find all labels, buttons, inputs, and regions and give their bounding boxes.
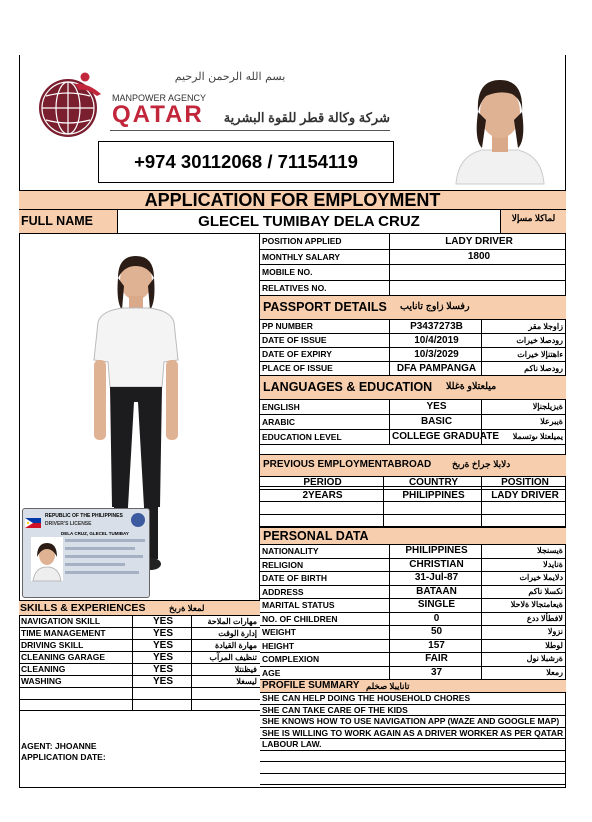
employment-cell: 2YEARS <box>260 490 384 501</box>
employment-cell <box>260 515 384 527</box>
field-value: PHILIPPINES <box>390 545 482 558</box>
employment-header: PERIOD <box>260 477 384 489</box>
employment-cell <box>384 515 482 527</box>
full-name-row <box>19 210 566 234</box>
profile-line: SHE KNOWS HOW TO USE NAVIGATION APP (WAZE AND GOOGLE MAP) <box>262 716 560 726</box>
field-label: NO. OF CHILDREN <box>260 613 390 626</box>
profile-row <box>260 739 566 751</box>
profile-title-ar: تانايبلا صخلم <box>366 681 410 691</box>
lto-seal-icon <box>131 513 145 527</box>
field-value: 50 <box>390 626 482 639</box>
empty-cell <box>192 688 260 699</box>
face-photo <box>452 70 548 184</box>
agency-line1: MANPOWER AGENCY <box>112 93 207 103</box>
field-value: 1800 <box>467 251 491 262</box>
field-value: 31-Jul-87 <box>390 572 482 585</box>
profile-line: SHE IS WILLING TO WORK AGAIN AS A DRIVER WORKER AS PER QATAR <box>262 727 564 738</box>
employment-row <box>260 515 566 528</box>
skill-row-empty <box>19 688 260 700</box>
field-label-ar: ةيسنجلا <box>537 546 563 555</box>
field-label-ar: ةيعامتجالا ةلاحلا <box>510 600 563 609</box>
skill-value: YES <box>133 616 192 627</box>
skill-value: YES <box>133 664 192 675</box>
field-value: CHRISTIAN <box>390 559 482 572</box>
field-value: 157 <box>390 640 482 653</box>
passport-title-ar: رفسلا زاوج تانايب <box>400 301 470 312</box>
profile-row <box>260 762 566 774</box>
field-value: 0 <box>390 613 482 626</box>
skill-row <box>19 628 260 640</box>
skill-label-ar: ليسغلا <box>236 677 257 686</box>
employment-header: POSITION <box>501 477 549 488</box>
field-label: COMPLEXION <box>260 653 390 666</box>
skill-row-empty <box>19 700 260 711</box>
field-label: RELATIVES NO. <box>260 281 390 295</box>
skill-label: CLEANING GARAGE <box>19 652 133 663</box>
profile-line: SHE CAN HELP DOING THE HOUSEHOLD CHORES <box>262 693 471 703</box>
passport-row <box>260 362 566 376</box>
field-label-ar: ءاهتنإلا خيرات <box>517 350 563 359</box>
field-label: ARABIC <box>260 415 390 429</box>
passport-section-header <box>260 296 566 320</box>
profile-row <box>260 693 566 705</box>
personal-row <box>260 586 566 600</box>
position-row <box>260 250 566 265</box>
personal-block <box>260 545 566 680</box>
skill-value: YES <box>133 676 192 687</box>
form-title: APPLICATION FOR EMPLOYMENT <box>19 190 566 210</box>
personal-section-header <box>260 527 566 545</box>
skill-label: TIME MANAGEMENT <box>19 628 133 639</box>
profile-line: SHE CAN TAKE CARE OF THE KIDS <box>262 704 408 715</box>
header-divider <box>110 130 390 131</box>
field-label-ar: ةنايدلا <box>543 559 563 569</box>
profile-row <box>260 774 566 786</box>
field-label: DATE OF ISSUE <box>260 334 390 347</box>
passport-title: PASSPORT DETAILS <box>263 300 387 314</box>
skill-label: DRIVING SKILL <box>19 640 133 651</box>
personal-row <box>260 653 566 667</box>
field-value: P3437273B <box>390 320 482 333</box>
skills-block <box>19 616 260 726</box>
employment-row <box>260 502 566 515</box>
skill-value: YES <box>133 640 192 651</box>
skill-row <box>19 664 260 676</box>
field-value: 10/3/2029 <box>390 348 482 361</box>
agency-name: QATAR <box>112 101 204 128</box>
field-label: WEIGHT <box>260 626 390 639</box>
personal-row <box>260 559 566 573</box>
personal-row <box>260 572 566 586</box>
license-country: REPUBLIC OF THE PHILIPPINES <box>45 513 123 519</box>
field-label: EDUCATION LEVEL <box>260 430 390 444</box>
field-label: PP NUMBER <box>260 320 390 333</box>
field-label: AGE <box>260 667 390 680</box>
full-name-label-ar: لماكلا مسإلا <box>501 210 566 233</box>
profile-row <box>260 705 566 717</box>
profile-section-header <box>260 680 566 693</box>
skill-row <box>19 652 260 664</box>
field-label: MARITAL STATUS <box>260 599 390 612</box>
field-label-ar: دلايملا خيرات <box>519 573 563 582</box>
drivers-license-card <box>22 508 150 598</box>
languages-title-ar: ميلعتلاو ةغللا <box>446 381 497 392</box>
field-label-ar: لافطألا ددع <box>526 613 563 623</box>
field-value: DFA PAMPANGA <box>390 362 482 375</box>
profile-title: PROFILE SUMMARY <box>262 680 360 691</box>
profile-row <box>260 716 566 728</box>
employment-title-ar: دلابلا جراخ ةربخ <box>452 459 511 469</box>
field-label: ENGLISH <box>260 400 390 414</box>
field-value <box>390 265 566 280</box>
skill-label-ar: مهارات الملاحة <box>207 617 257 626</box>
skill-value: YES <box>133 652 192 663</box>
employment-cell <box>482 515 566 527</box>
field-value: BASIC <box>390 415 482 429</box>
skill-label-ar: فيظنتلا <box>234 665 257 674</box>
employment-table <box>260 477 566 527</box>
employment-cell: LADY DRIVER <box>491 490 559 501</box>
field-label: RELIGION <box>260 559 390 572</box>
personal-row <box>260 626 566 640</box>
personal-row <box>260 545 566 559</box>
field-label: NATIONALITY <box>260 545 390 558</box>
field-value: COLLEGE GRADUATE <box>392 431 500 442</box>
full-name-value: GLECEL TUMIBAY DELA CRUZ <box>118 210 501 233</box>
skills-title-ar: لمعلا ةربخ <box>169 603 205 613</box>
skills-section-header <box>19 600 260 616</box>
field-label-ar: يميلعتلا ىوتسملا <box>512 432 563 441</box>
employment-title: PREVIOUS EMPLOYMENTABROAD <box>263 459 432 470</box>
profile-row <box>260 728 566 740</box>
field-label: POSITION APPLIED <box>260 234 390 249</box>
license-doc: DRIVER'S LICENSE <box>45 521 92 527</box>
license-photo <box>31 537 63 581</box>
field-value: FAIR <box>390 653 482 666</box>
employment-header-row <box>260 477 566 490</box>
employment-cell <box>384 502 482 514</box>
employment-section-header <box>260 455 566 477</box>
passport-row <box>260 334 566 348</box>
languages-row <box>260 430 566 445</box>
profile-block <box>260 693 566 788</box>
skill-label-ar: إدارة الوقت <box>218 629 257 638</box>
employment-header: COUNTRY <box>384 477 482 489</box>
profile-line <box>260 774 566 785</box>
phone-box: +974 30112068 / 71154119 <box>98 141 394 183</box>
empty-cell <box>133 700 192 710</box>
field-label-ar: رمعلا <box>546 667 563 677</box>
employment-cell: PHILIPPINES <box>384 490 482 501</box>
passport-row <box>260 348 566 362</box>
field-value <box>390 281 566 295</box>
empty-cell <box>192 700 260 710</box>
empty-cell <box>19 700 133 710</box>
field-label-ar: رودصلا خيرات <box>516 336 563 345</box>
field-label: HEIGHT <box>260 640 390 653</box>
languages-block <box>260 400 566 446</box>
skills-title: SKILLS & EXPERIENCES <box>20 602 146 614</box>
field-label: DATE OF EXPIRY <box>260 348 390 361</box>
ph-flag-icon <box>25 515 41 525</box>
field-label: MOBILE NO. <box>260 265 390 280</box>
field-value: YES <box>390 400 482 414</box>
profile-line <box>260 762 566 773</box>
profile-line: LABOUR LAW. <box>262 739 322 749</box>
agent-name: AGENT: JHOANNE <box>21 741 97 751</box>
license-name: DELA CRUZ, GLECEL TUMIBAY <box>61 531 129 536</box>
field-label-ar: لوطلا <box>545 640 563 650</box>
spacer <box>260 446 566 455</box>
employment-cell <box>260 502 384 514</box>
field-value: 37 <box>390 667 482 680</box>
position-row <box>260 281 566 296</box>
field-label-ar: زاوجلا مقر <box>528 322 563 331</box>
personal-row <box>260 613 566 627</box>
passport-row <box>260 320 566 334</box>
field-value: 10/4/2019 <box>390 334 482 347</box>
field-label: ADDRESS <box>260 586 390 599</box>
position-row <box>260 265 566 281</box>
languages-row <box>260 415 566 430</box>
arabic-calligraphy: بسم الله الرحمن الرحيم <box>174 70 286 83</box>
position-row <box>260 234 566 250</box>
skill-label-ar: مهارة القيادة <box>215 641 257 650</box>
empty-cell <box>19 688 133 699</box>
personal-row <box>260 640 566 654</box>
passport-block <box>260 320 566 376</box>
skill-label: CLEANING <box>19 664 133 675</box>
skill-row <box>19 640 260 652</box>
field-value: LADY DRIVER <box>445 236 513 247</box>
languages-section-header <box>260 376 566 400</box>
position-block <box>260 234 566 296</box>
globe-icon <box>35 70 105 140</box>
employment-row <box>260 490 566 502</box>
languages-row <box>260 400 566 415</box>
field-label-ar: رودصلا ناكم <box>524 364 563 373</box>
languages-title: LANGUAGES & EDUCATION <box>263 380 433 394</box>
field-label-ar: ةيزيلجنإلا <box>532 402 563 411</box>
field-label-ar: نزولا <box>547 627 563 636</box>
field-value: SINGLE <box>390 599 482 612</box>
employment-cell <box>482 502 566 514</box>
skill-label: NAVIGATION SKILL <box>19 616 133 627</box>
field-label: PLACE OF ISSUE <box>260 362 390 375</box>
personal-row <box>260 599 566 613</box>
application-date: APPLICATION DATE: <box>21 752 106 762</box>
full-name-label: FULL NAME <box>19 210 118 233</box>
agency-arabic-name: شركة وكالة قطر للقوة البشرية <box>223 110 390 125</box>
personal-row <box>260 667 566 681</box>
field-label-ar: ةرشبلا نول <box>526 654 563 663</box>
skill-value: YES <box>133 628 192 639</box>
field-label-ar: ةيبرعلا <box>540 417 563 426</box>
field-label: MONTHLY SALARY <box>260 250 390 264</box>
skill-label: WASHING <box>19 676 133 687</box>
personal-title: PERSONAL DATA <box>263 529 369 543</box>
field-value: BATAAN <box>390 586 482 599</box>
profile-row <box>260 751 566 763</box>
empty-cell <box>133 688 192 699</box>
field-label-ar: نكسلا ناكم <box>528 586 563 596</box>
skill-row <box>19 616 260 628</box>
field-label: DATE OF BIRTH <box>260 572 390 585</box>
profile-line <box>260 751 566 762</box>
skill-label-ar: تنظيف المرآب <box>209 653 257 662</box>
skill-row <box>19 676 260 688</box>
agency-logo <box>35 70 105 140</box>
